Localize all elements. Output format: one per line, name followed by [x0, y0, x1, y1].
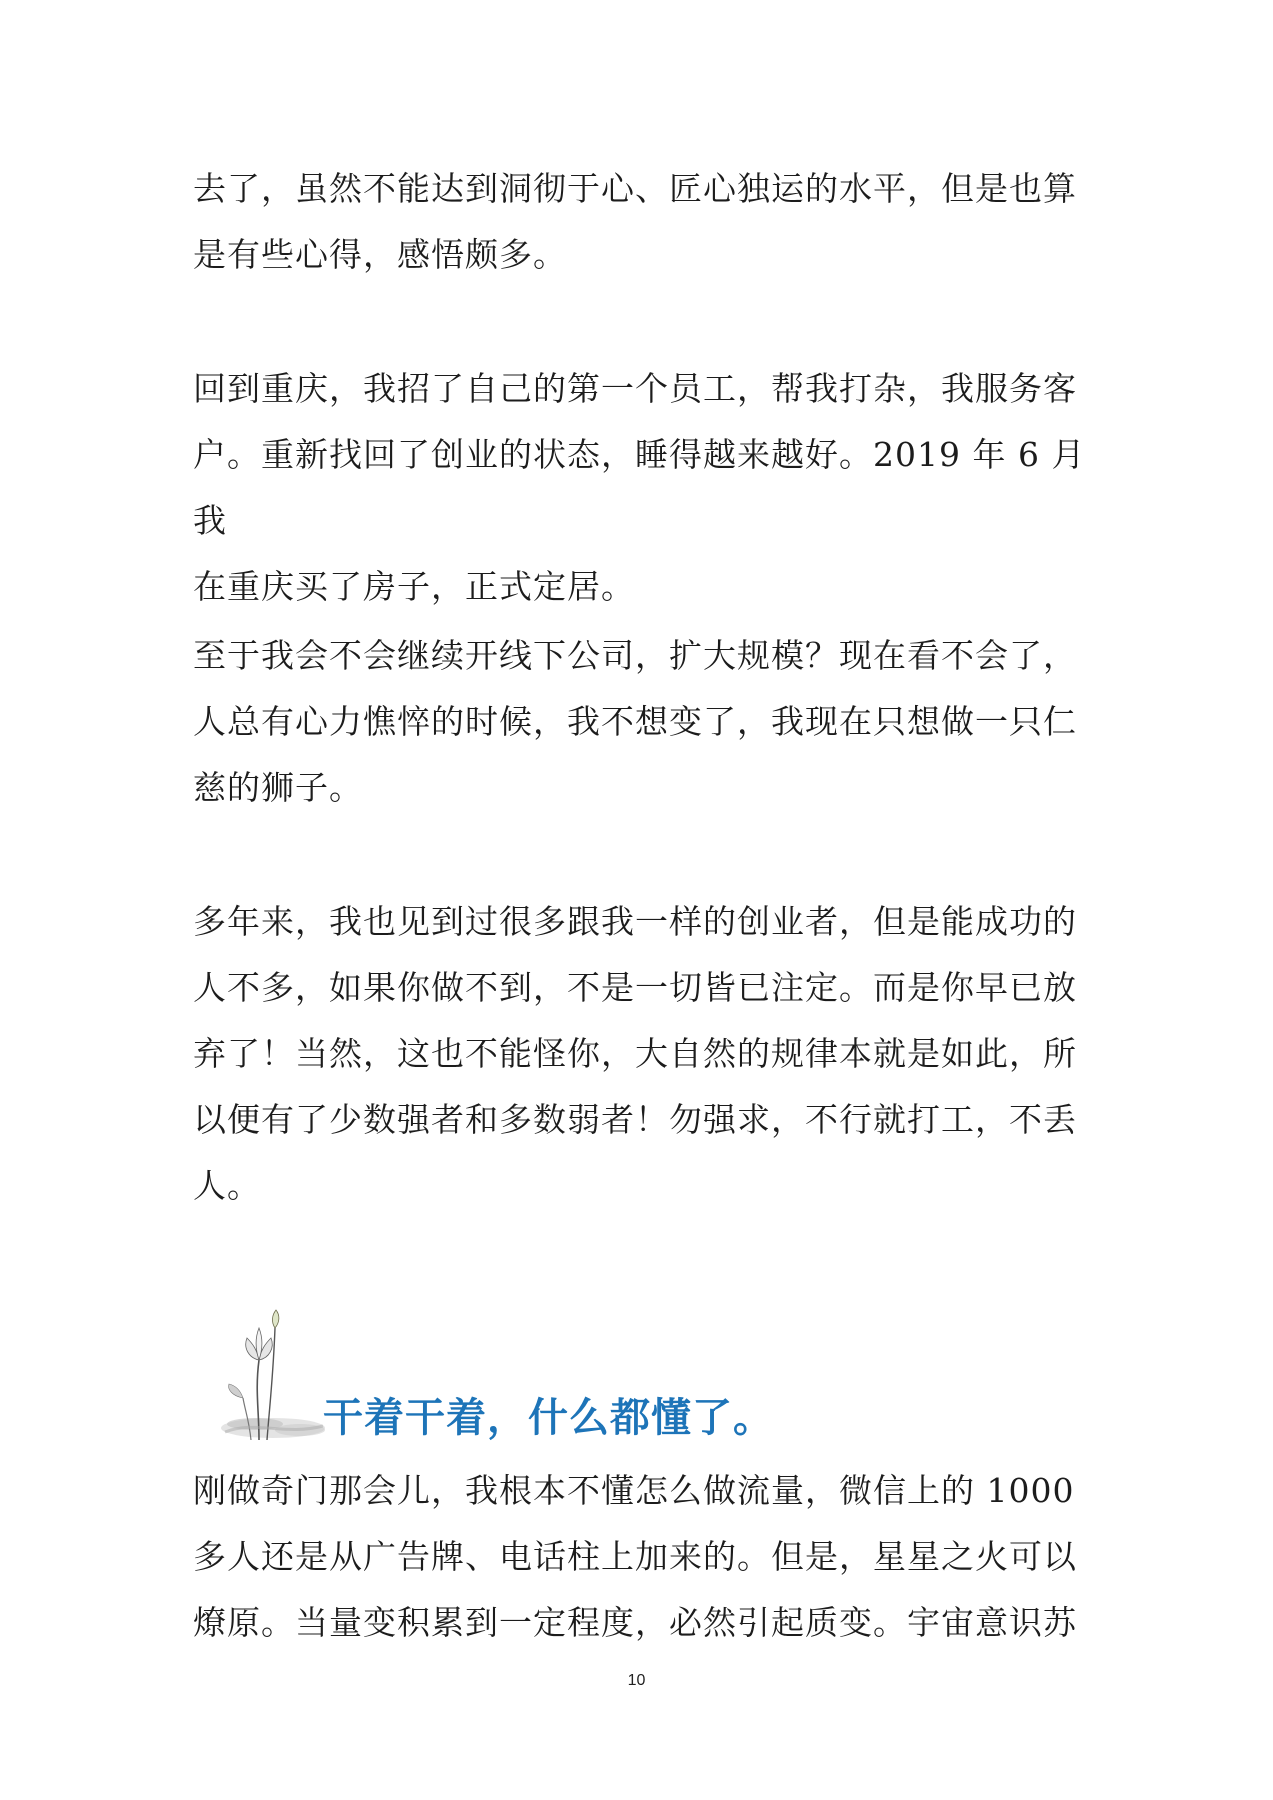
section-heading-block	[215, 1300, 915, 1450]
paragraph-1: 去了，虽然不能达到洞彻于心、匠心独运的水平，但是也算 是有些心得，感悟颇多。	[193, 169, 1077, 274]
paragraph-2: 回到重庆，我招了自己的第一个员工，帮我打杂，我服务客 户。重新找回了创业的状态，睡得越来越好。2019 年 6 月我 在重庆买了房子，正式定居。	[193, 369, 1086, 606]
section-heading: 干着干着，什么都懂了。	[323, 1395, 774, 1441]
lotus-ink-icon	[215, 1300, 325, 1450]
paragraph-3: 至于我会不会继续开线下公司，扩大规模？现在看不会了， 人总有心力憔悴的时候，我不想变了，我现在只想做一只仁 慈的狮子。	[193, 636, 1077, 807]
paragraph-4: 多年来，我也见到过很多跟我一样的创业者，但是能成功的 人不多，如果你做不到，不是一切皆已注定。而是你早已放 弃了！当然，这也不能怪你，大自然的规律本就是如此，所 以便有了少数强者和多数弱者！勿强求，不行就打工，不丢 人。	[193, 902, 1077, 1205]
paragraph-5: 刚做奇门那会儿，我根本不懂怎么做流量，微信上的 1000 多人还是从广告牌、电话柱上加来的。但是，星星之火可以 燎原。当量变积累到一定程度，必然引起质变。宇宙意识苏	[193, 1471, 1077, 1642]
page-number: 10	[627, 1672, 646, 1689]
